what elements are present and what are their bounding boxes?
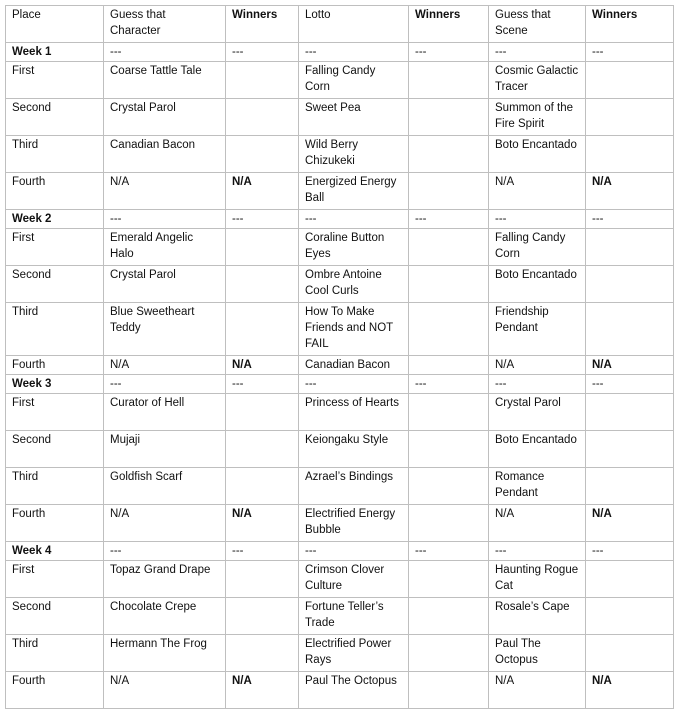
scene-winner-cell (586, 561, 674, 598)
place-cell: First (6, 62, 104, 99)
lotto-cell: Fortune Teller’s Trade (299, 598, 409, 635)
separator-cell: --- (299, 375, 409, 394)
scene-winner-cell (586, 635, 674, 672)
scene-winner-cell (586, 303, 674, 356)
lotto-winner-cell (409, 136, 489, 173)
header-winners-character: Winners (226, 6, 299, 43)
table-row (6, 561, 674, 598)
character-cell: Coarse Tattle Tale (104, 62, 226, 99)
place-cell: Third (6, 635, 104, 672)
place-cell: Fourth (6, 356, 104, 375)
character-cell: Canadian Bacon (104, 136, 226, 173)
table-row (6, 356, 674, 375)
lotto-winner-cell (409, 672, 489, 709)
place-cell: Fourth (6, 505, 104, 542)
table-row (6, 468, 674, 505)
scene-cell: Crystal Parol (489, 394, 586, 431)
week-label: Week 3 (6, 375, 104, 394)
character-winner-cell: N/A (226, 356, 299, 375)
separator-cell: --- (104, 542, 226, 561)
character-winner-cell (226, 598, 299, 635)
scene-cell: Boto Encantado (489, 136, 586, 173)
lotto-winner-cell (409, 635, 489, 672)
results-table (5, 5, 674, 709)
scene-winner-cell (586, 62, 674, 99)
separator-cell: --- (586, 375, 674, 394)
lotto-cell: Electrified Energy Bubble (299, 505, 409, 542)
place-cell: First (6, 394, 104, 431)
table-row (6, 136, 674, 173)
scene-cell: Falling Candy Corn (489, 229, 586, 266)
lotto-cell: Paul The Octopus (299, 672, 409, 709)
scene-cell: Boto Encantado (489, 431, 586, 468)
character-cell: Mujaji (104, 431, 226, 468)
place-cell: Third (6, 136, 104, 173)
character-cell: N/A (104, 505, 226, 542)
separator-cell: --- (409, 375, 489, 394)
scene-cell: N/A (489, 672, 586, 709)
scene-cell: Paul The Octopus (489, 635, 586, 672)
place-cell: Third (6, 303, 104, 356)
separator-cell: --- (226, 210, 299, 229)
scene-winner-cell (586, 598, 674, 635)
scene-winner-cell (586, 229, 674, 266)
separator-cell: --- (409, 210, 489, 229)
separator-cell: --- (489, 210, 586, 229)
separator-cell: --- (489, 43, 586, 62)
character-cell: Crystal Parol (104, 99, 226, 136)
scene-winner-cell (586, 136, 674, 173)
table-row (6, 431, 674, 468)
table-row (6, 303, 674, 356)
separator-cell: --- (489, 375, 586, 394)
character-winner-cell: N/A (226, 173, 299, 210)
character-cell: N/A (104, 173, 226, 210)
table-row (6, 598, 674, 635)
lotto-cell: Keiongaku Style (299, 431, 409, 468)
week-row (6, 43, 674, 62)
lotto-winner-cell (409, 431, 489, 468)
place-cell: Second (6, 598, 104, 635)
character-cell: N/A (104, 672, 226, 709)
place-cell: Second (6, 266, 104, 303)
separator-cell: --- (586, 210, 674, 229)
scene-winner-cell (586, 266, 674, 303)
character-cell: Curator of Hell (104, 394, 226, 431)
header-row (6, 6, 674, 43)
table-row (6, 394, 674, 431)
scene-winner-cell: N/A (586, 356, 674, 375)
scene-cell: N/A (489, 505, 586, 542)
lotto-cell: Coraline Button Eyes (299, 229, 409, 266)
character-winner-cell (226, 229, 299, 266)
character-winner-cell: N/A (226, 672, 299, 709)
header-guess-character: Guess that Character (104, 6, 226, 43)
scene-winner-cell: N/A (586, 173, 674, 210)
scene-winner-cell (586, 394, 674, 431)
lotto-winner-cell (409, 394, 489, 431)
header-lotto: Lotto (299, 6, 409, 43)
week-label: Week 1 (6, 43, 104, 62)
lotto-cell: Princess of Hearts (299, 394, 409, 431)
separator-cell: --- (226, 43, 299, 62)
scene-cell: Romance Pendant (489, 468, 586, 505)
scene-winner-cell: N/A (586, 672, 674, 709)
scene-winner-cell (586, 468, 674, 505)
separator-cell: --- (586, 43, 674, 62)
header-guess-scene: Guess that Scene (489, 6, 586, 43)
lotto-cell: Falling Candy Corn (299, 62, 409, 99)
scene-winner-cell (586, 99, 674, 136)
lotto-winner-cell (409, 356, 489, 375)
scene-cell: Summon of the Fire Spirit (489, 99, 586, 136)
place-cell: First (6, 229, 104, 266)
place-cell: Second (6, 431, 104, 468)
character-winner-cell (226, 394, 299, 431)
scene-winner-cell (586, 431, 674, 468)
lotto-cell: Energized Energy Ball (299, 173, 409, 210)
lotto-winner-cell (409, 468, 489, 505)
character-cell: Blue Sweetheart Teddy (104, 303, 226, 356)
separator-cell: --- (489, 542, 586, 561)
character-winner-cell (226, 62, 299, 99)
character-winner-cell (226, 561, 299, 598)
separator-cell: --- (409, 43, 489, 62)
scene-winner-cell: N/A (586, 505, 674, 542)
lotto-winner-cell (409, 229, 489, 266)
lotto-winner-cell (409, 561, 489, 598)
scene-cell: N/A (489, 173, 586, 210)
lotto-winner-cell (409, 62, 489, 99)
separator-cell: --- (226, 375, 299, 394)
header-place: Place (6, 6, 104, 43)
character-winner-cell (226, 431, 299, 468)
table-row (6, 635, 674, 672)
separator-cell: --- (104, 375, 226, 394)
separator-cell: --- (586, 542, 674, 561)
character-winner-cell (226, 468, 299, 505)
week-label: Week 2 (6, 210, 104, 229)
character-winner-cell (226, 635, 299, 672)
week-row (6, 375, 674, 394)
lotto-winner-cell (409, 505, 489, 542)
table-row (6, 229, 674, 266)
character-cell: N/A (104, 356, 226, 375)
lotto-cell: Electrified Power Rays (299, 635, 409, 672)
scene-cell: Haunting Rogue Cat (489, 561, 586, 598)
character-cell: Goldfish Scarf (104, 468, 226, 505)
lotto-cell: Sweet Pea (299, 99, 409, 136)
lotto-winner-cell (409, 303, 489, 356)
place-cell: Fourth (6, 173, 104, 210)
separator-cell: --- (226, 542, 299, 561)
separator-cell: --- (104, 210, 226, 229)
separator-cell: --- (299, 43, 409, 62)
scene-cell: Rosale’s Cape (489, 598, 586, 635)
scene-cell: N/A (489, 356, 586, 375)
table-row (6, 266, 674, 303)
table-row (6, 62, 674, 99)
lotto-cell: Ombre Antoine Cool Curls (299, 266, 409, 303)
character-winner-cell (226, 266, 299, 303)
separator-cell: --- (409, 542, 489, 561)
lotto-winner-cell (409, 173, 489, 210)
place-cell: Third (6, 468, 104, 505)
week-row (6, 542, 674, 561)
character-cell: Crystal Parol (104, 266, 226, 303)
character-cell: Hermann The Frog (104, 635, 226, 672)
character-cell: Emerald Angelic Halo (104, 229, 226, 266)
character-winner-cell: N/A (226, 505, 299, 542)
week-row (6, 210, 674, 229)
table-row (6, 173, 674, 210)
place-cell: Fourth (6, 672, 104, 709)
scene-cell: Friendship Pendant (489, 303, 586, 356)
character-cell: Topaz Grand Drape (104, 561, 226, 598)
lotto-winner-cell (409, 266, 489, 303)
lotto-cell: Wild Berry Chizukeki (299, 136, 409, 173)
separator-cell: --- (299, 210, 409, 229)
lotto-cell: Azrael’s Bindings (299, 468, 409, 505)
place-cell: First (6, 561, 104, 598)
header-winners-scene: Winners (586, 6, 674, 43)
lotto-winner-cell (409, 99, 489, 136)
scene-cell: Boto Encantado (489, 266, 586, 303)
lotto-winner-cell (409, 598, 489, 635)
lotto-cell: Crimson Clover Culture (299, 561, 409, 598)
separator-cell: --- (299, 542, 409, 561)
table-row (6, 99, 674, 136)
scene-cell: Cosmic Galactic Tracer (489, 62, 586, 99)
table-row (6, 672, 674, 709)
character-cell: Chocolate Crepe (104, 598, 226, 635)
character-winner-cell (226, 99, 299, 136)
table-row (6, 505, 674, 542)
character-winner-cell (226, 303, 299, 356)
lotto-cell: How To Make Friends and NOT FAIL (299, 303, 409, 356)
lotto-cell: Canadian Bacon (299, 356, 409, 375)
header-winners-lotto: Winners (409, 6, 489, 43)
character-winner-cell (226, 136, 299, 173)
week-label: Week 4 (6, 542, 104, 561)
place-cell: Second (6, 99, 104, 136)
separator-cell: --- (104, 43, 226, 62)
